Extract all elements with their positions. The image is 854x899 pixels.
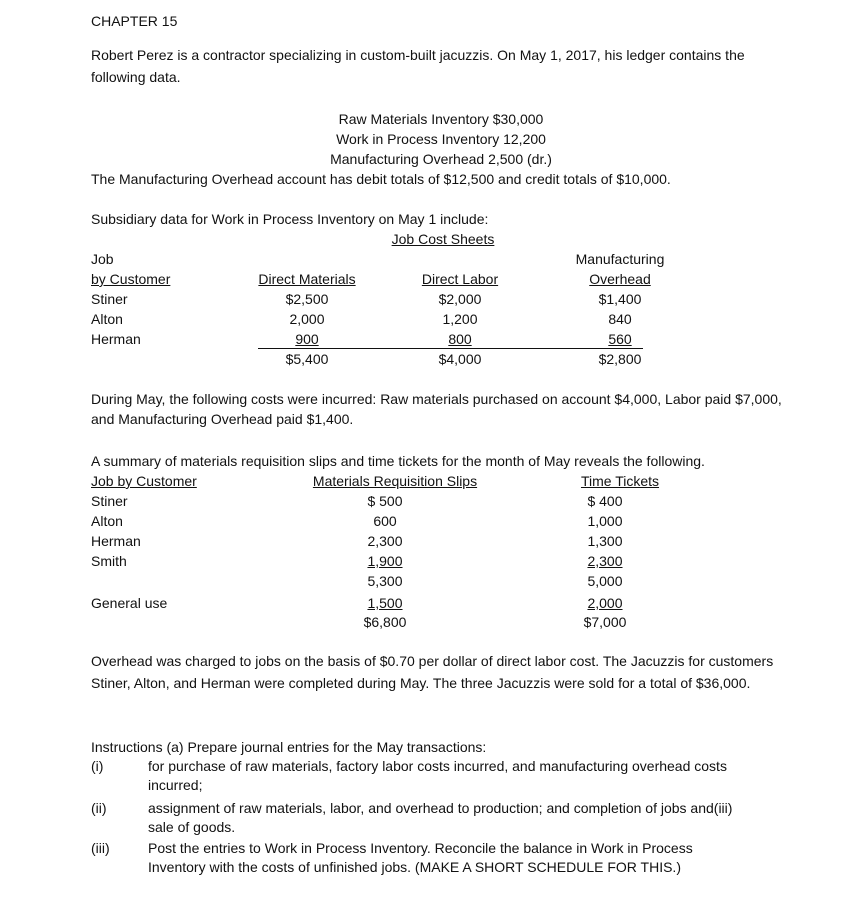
intro-paragraph: Robert Perez is a contractor specializing in custom-built jacuzzis. On May 1, 2017, his ledger contains the following data. xyxy=(91,47,745,85)
job-row-dl: $2,000 xyxy=(438,291,482,307)
job-row-dl: 800 xyxy=(448,331,472,347)
instruction-number: (iii) xyxy=(91,840,110,856)
job-total-rule xyxy=(258,348,643,349)
summary-row-tt: 2,300 xyxy=(587,553,623,569)
summary-intro: A summary of materials requisition slips and time tickets for the month of May reveals the following. xyxy=(91,453,705,469)
summary-mrs-header: Materials Requisition Slips xyxy=(312,473,478,489)
summary-customer-header: Job by Customer xyxy=(91,473,197,489)
instruction-line: incurred; xyxy=(148,777,203,793)
summary-row-tt: $7,000 xyxy=(583,614,627,630)
summary-row-mrs: $ 500 xyxy=(367,493,403,509)
summary-row-customer: Stiner xyxy=(91,493,128,509)
job-row-dm: 900 xyxy=(295,331,319,347)
summary-row-mrs: 1,500 xyxy=(367,595,403,611)
job-row-dm: $2,500 xyxy=(285,291,329,307)
job-row-mo: $1,400 xyxy=(598,291,642,307)
summary-row-tt: 5,000 xyxy=(587,573,623,589)
summary-row-mrs: 1,900 xyxy=(367,553,403,569)
job-row-customer: Herman xyxy=(91,331,141,347)
ledger-work-in-process: Work in Process Inventory 12,200 xyxy=(336,131,546,147)
overhead-header-line1: Manufacturing xyxy=(575,251,665,267)
summary-row-mrs: 5,300 xyxy=(367,573,403,589)
summary-row-customer: General use xyxy=(91,595,168,611)
overhead-note: The Manufacturing Overhead account has debit totals of $12,500 and credit totals of $10,000. xyxy=(91,171,671,187)
summary-row-mrs: 600 xyxy=(373,513,397,529)
ledger-raw-materials: Raw Materials Inventory $30,000 xyxy=(338,111,544,127)
job-header-line2: by Customer xyxy=(91,271,171,287)
instruction-line: for purchase of raw materials, factory labor costs incurred, and manufacturing overhead costs xyxy=(148,758,727,774)
overhead-charge-paragraph: Overhead was charged to jobs on the basis of $0.70 per dollar of direct labor cost. The Jacuzzis for customers Stiner, Alton, and Herman were completed during May. The three Jacuzzis were sold for a total of $36,000. xyxy=(91,653,774,691)
job-header-line1: Job xyxy=(91,251,114,267)
job-row-dl: 1,200 xyxy=(442,311,478,327)
summary-row-customer: Alton xyxy=(91,513,123,529)
may-costs-paragraph: During May, the following costs were incurred: Raw materials purchased on account $4,000, Labor paid $7,000, and Manufacturing Overhead paid $1,400. xyxy=(91,391,782,427)
summary-row-tt: 1,000 xyxy=(587,513,623,529)
instruction-line: Post the entries to Work in Process Inventory. Reconcile the balance in Work in Process xyxy=(148,840,693,856)
summary-row-tt: 2,000 xyxy=(587,595,623,611)
instruction-line: Inventory with the costs of unfinished jobs. (MAKE A SHORT SCHEDULE FOR THIS.) xyxy=(148,859,681,875)
summary-row-mrs: $6,800 xyxy=(363,614,407,630)
direct-materials-header: Direct Materials xyxy=(258,271,356,287)
job-cost-title: Job Cost Sheets xyxy=(391,231,495,247)
job-total-dl: $4,000 xyxy=(438,351,482,367)
instruction-number: (i) xyxy=(91,758,104,774)
job-row-mo: 560 xyxy=(608,331,632,347)
job-row-mo: 840 xyxy=(608,311,632,327)
chapter-title: CHAPTER 15 xyxy=(91,13,178,29)
job-row-customer: Stiner xyxy=(91,291,128,307)
summary-row-customer: Smith xyxy=(91,553,127,569)
direct-labor-header: Direct Labor xyxy=(421,271,499,287)
job-row-customer: Alton xyxy=(91,311,123,327)
summary-row-mrs: 2,300 xyxy=(367,533,403,549)
instruction-line: assignment of raw materials, labor, and overhead to production; and completion of jobs and(iii) xyxy=(148,800,733,816)
subsidiary-intro: Subsidiary data for Work in Process Inventory on May 1 include: xyxy=(91,211,489,227)
instruction-number: (ii) xyxy=(91,800,107,816)
job-total-dm: $5,400 xyxy=(285,351,329,367)
job-total-mo: $2,800 xyxy=(598,351,642,367)
summary-row-tt: $ 400 xyxy=(587,493,623,509)
summary-row-tt: 1,300 xyxy=(587,533,623,549)
instruction-line: sale of goods. xyxy=(148,819,236,835)
job-row-dm: 2,000 xyxy=(289,311,325,327)
summary-tt-header: Time Tickets xyxy=(580,473,660,489)
summary-row-customer: Herman xyxy=(91,533,141,549)
overhead-header-line2: Overhead xyxy=(589,271,651,287)
ledger-manufacturing-overhead: Manufacturing Overhead 2,500 (dr.) xyxy=(330,151,552,167)
instructions-heading: Instructions (a) Prepare journal entries for the May transactions: xyxy=(91,739,487,755)
